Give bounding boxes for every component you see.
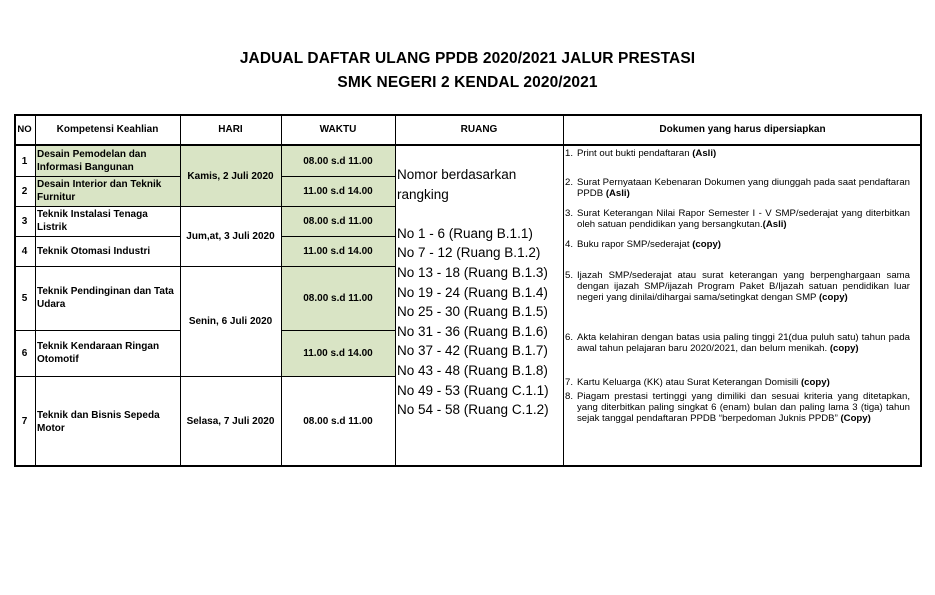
dokumen-text: Kartu Keluarga (KK) atau Surat Keterangan Domisili bbox=[577, 377, 799, 388]
header-no: NO bbox=[17, 124, 32, 135]
row-divider bbox=[14, 376, 395, 377]
hari-cell: Jum,at, 3 Juli 2020 bbox=[186, 230, 275, 242]
dokumen-tag: (Asli) bbox=[605, 188, 630, 200]
row-divider bbox=[281, 176, 395, 177]
row-no: 3 bbox=[21, 215, 28, 227]
row-divider bbox=[281, 330, 395, 331]
ruang-item: No 7 - 12 (Ruang B.1.2) bbox=[397, 245, 541, 261]
row-waktu: 08.00 s.d 11.00 bbox=[303, 215, 373, 227]
page-title: JADUAL DAFTAR ULANG PPDB 2020/2021 JALUR PRESTASI bbox=[239, 50, 696, 67]
row-divider bbox=[14, 330, 181, 331]
dokumen-text: Piagam prestasi tertinggi yang dimiliki dan sesuai kriteria yang ditetapkan, yang diterbitkan paling singkat 6 (enam) bulan dan paling lama 3 (tiga) tahun sejak tanggal pendaftaran PPDB “berpedoman Juknis PPDB” bbox=[577, 391, 910, 425]
row-divider bbox=[14, 266, 395, 267]
row-divider bbox=[14, 206, 395, 207]
col-divider bbox=[35, 114, 36, 467]
dokumen-text: Buku rapor SMP/sederajat bbox=[577, 239, 690, 250]
ruang-item: No 31 - 36 (Ruang B.1.6) bbox=[397, 323, 548, 339]
dokumen-tag: (copy) bbox=[829, 343, 859, 355]
ruang-item: No 1 - 6 (Ruang B.1.1) bbox=[397, 225, 533, 241]
header-ruang: RUANG bbox=[460, 124, 498, 135]
dokumen-tag: (copy) bbox=[818, 292, 848, 304]
header-divider bbox=[14, 144, 922, 146]
row-kompetensi: Desain Interior dan Teknik Furnitur bbox=[37, 179, 162, 203]
dokumen-text: Surat Pernyataan Kebenaran Dokumen yang diunggah pada saat pendaftaran PPDB bbox=[577, 177, 910, 200]
row-no: 4 bbox=[21, 245, 28, 257]
row-waktu: 11.00 s.d 14.00 bbox=[303, 185, 373, 197]
dokumen-number: 6. bbox=[565, 332, 574, 343]
dokumen-number: 5. bbox=[565, 270, 574, 281]
dokumen-tag: (Asli) bbox=[762, 219, 787, 231]
row-no: 7 bbox=[21, 416, 28, 427]
ruang-item: No 49 - 53 (Ruang C.1.1) bbox=[397, 382, 549, 398]
dokumen-number: 3. bbox=[565, 208, 574, 219]
page-subtitle: SMK NEGERI 2 KENDAL 2020/2021 bbox=[337, 74, 598, 91]
row-kompetensi: Teknik Pendinginan dan Tata Udara bbox=[37, 286, 174, 310]
dokumen-text: Surat Keterangan Nilai Rapor Semester I - V SMP/sederajat yang diterbitkan oleh satuan pendidikan yang bersangkutan. bbox=[577, 208, 910, 231]
dokumen-number: 2. bbox=[565, 177, 574, 188]
row-kompetensi: Desain Pemodelan dan Informasi Bangunan bbox=[37, 149, 147, 173]
ruang-item: No 13 - 18 (Ruang B.1.3) bbox=[397, 264, 548, 280]
col-divider bbox=[180, 114, 181, 467]
ruang-item: No 19 - 24 (Ruang B.1.4) bbox=[397, 284, 548, 300]
ruang-item: No 54 - 58 (Ruang C.1.2) bbox=[397, 402, 549, 418]
row-waktu: 11.00 s.d 14.00 bbox=[303, 347, 373, 359]
row-kompetensi: Teknik dan Bisnis Sepeda Motor bbox=[37, 409, 160, 434]
dokumen-number: 1. bbox=[565, 148, 574, 159]
dokumen-tag: (copy) bbox=[800, 377, 830, 388]
row-no: 6 bbox=[21, 347, 28, 359]
dokumen-tag: (Copy) bbox=[840, 413, 871, 425]
ruang-item: No 43 - 48 (Ruang B.1.8) bbox=[397, 362, 548, 378]
row-divider bbox=[14, 236, 181, 237]
dokumen-number: 8. bbox=[565, 391, 574, 402]
ruang-item: No 37 - 42 (Ruang B.1.7) bbox=[397, 343, 548, 359]
dokumen-text: Print out bukti pendaftaran bbox=[577, 148, 690, 159]
header-kompetensi: Kompetensi Keahlian bbox=[56, 124, 159, 135]
row-waktu: 08.00 s.d 11.00 bbox=[303, 155, 373, 167]
row-no: 2 bbox=[21, 185, 28, 197]
hari-cell: Kamis, 2 Juli 2020 bbox=[187, 170, 274, 182]
row-divider bbox=[14, 176, 181, 177]
col-divider bbox=[395, 114, 396, 467]
header-waktu: WAKTU bbox=[319, 124, 357, 135]
dokumen-tag: (copy) bbox=[692, 239, 721, 250]
row-divider bbox=[281, 236, 395, 237]
row-no: 5 bbox=[21, 292, 28, 304]
table-frame bbox=[14, 114, 922, 467]
header-hari: HARI bbox=[218, 124, 243, 135]
hari-cell: Selasa, 7 Juli 2020 bbox=[186, 416, 275, 427]
row-kompetensi: Teknik Instalasi Tenaga Listrik bbox=[37, 209, 148, 233]
dokumen-text: Akta kelahiran dengan batas usia paling tinggi 21(dua puluh satu) tahun pada awal tahun pelajaran baru 2020/2021, dan belum menikah. bbox=[577, 332, 910, 355]
col-divider bbox=[281, 114, 282, 467]
hari-cell: Senin, 6 Juli 2020 bbox=[188, 315, 273, 327]
row-kompetensi: Teknik Kendaraan Ringan Otomotif bbox=[37, 341, 160, 365]
row-no: 1 bbox=[21, 155, 28, 167]
dokumen-text: Ijazah SMP/sederajat atau surat keterangan yang berpenghargaan sama dengan ijazah SMP/ijazah Program Paket B/Ijazah satuan pendidikan luar negeri yang dinilai/dihargai sama/setingkat dengan SMP bbox=[577, 270, 910, 304]
row-waktu: 08.00 s.d 11.00 bbox=[303, 292, 373, 304]
header-dokumen: Dokumen yang harus dipersiapkan bbox=[659, 124, 826, 135]
dokumen-tag: (Asli) bbox=[692, 148, 717, 159]
row-kompetensi: Teknik Otomasi Industri bbox=[37, 245, 151, 257]
ruang-intro: Nomor berdasarkan rangking bbox=[397, 167, 517, 202]
col-divider bbox=[563, 114, 564, 467]
row-waktu: 08.00 s.d 11.00 bbox=[303, 416, 373, 427]
dokumen-number: 7. bbox=[565, 377, 574, 388]
row-waktu: 11.00 s.d 14.00 bbox=[303, 245, 373, 257]
dokumen-number: 4. bbox=[565, 239, 574, 250]
ruang-item: No 25 - 30 (Ruang B.1.5) bbox=[397, 304, 548, 320]
